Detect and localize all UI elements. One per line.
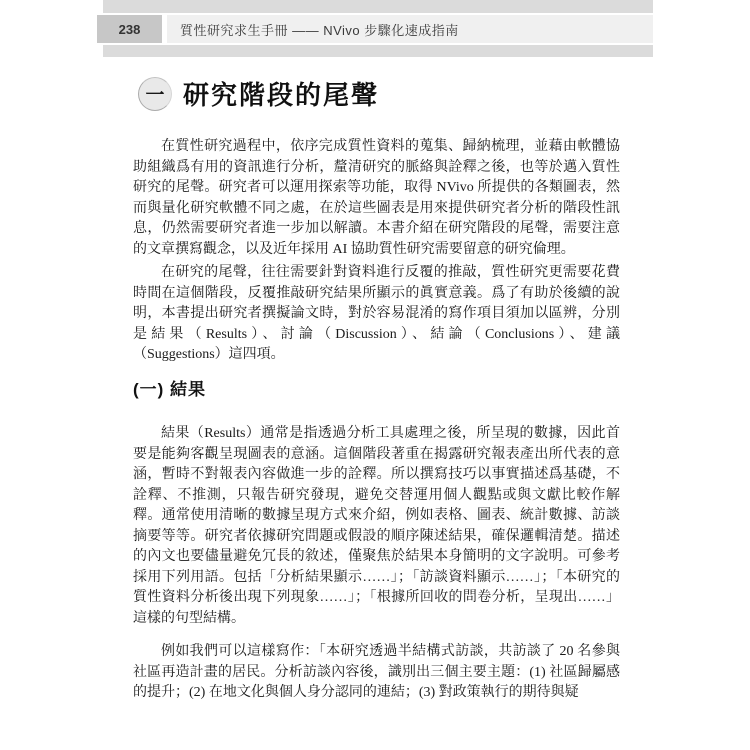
paragraph: 例如我們可以這樣寫作：「本研究透過半結構式訪談，共訪談了 20 名參與社區再造計畫的居民。分析訪談內容後，識別出三個主要主題：(1) 社區歸屬感的提升；(2) 在地文化與個人身分認同的連結；(3) 對政策執行的期待與疑: [133, 644, 620, 700]
header-bottom-strip: [103, 45, 653, 57]
page-number: 238: [97, 15, 162, 43]
section-number-badge: 一: [138, 77, 172, 111]
section-heading: [138, 75, 379, 112]
paragraph: 在質性研究過程中，依序完成質性資料的蒐集、歸納梳理，並藉由軟體協助組織爲有用的資訊進行分析，釐清研究的脈絡與詮釋之後，也等於邁入質性研究的尾聲。研究者可以運用探索等功能，取得 NVivo 所提供的各類圖表，然而與量化研究軟體不同之處，在於這些圖表是用來提供研究者分析的階段性訊息，仍然需要研究者進一步加以解讀。本書介紹在研究階段的尾聲，需要注意的文章撰寫觀念，以及近年採用 AI 協助質性研究需要留意的研究倫理。: [133, 139, 620, 257]
header-top-strip: [103, 0, 653, 13]
paragraph: 結果（Results）通常是指透過分析工具處理之後，所呈現的數據，因此首要是能夠客觀呈現圖表的意涵。這個階段著重在揭露研究報表產出所代表的意涵，暫時不對報表內容做進一步的詮釋。所以撰寫技巧以事實描述爲基礎，不詮釋、不推測，只報告研究發現，避免交替運用個人觀點或與文獻比較作解釋。通常使用清晰的數據呈現方式來介紹，例如表格、圖表、統計數據、訪談摘要等等。研究者依據研究問題或假設的順序陳述結果，確保邏輯清楚。描述的內文也要儘量避免冗長的敘述，僅聚焦於結果本身簡明的文字說明。可參考採用下列用語。包括「分析結果顯示……」；「訪談資料顯示……」；「本研究的質性資料分析後出現下列現象……」；「根據所回收的問卷分析，呈現出……」這樣的句型結構。: [133, 426, 620, 626]
paragraph: 在研究的尾聲，往往需要針對資料進行反覆的推敲，質性研究更需要花費時間在這個階段，反覆推敲研究結果所顯示的眞實意義。爲了有助於後續的說明，本書提出研究者撰擬論文時，對於容易混淆的寫作項目須加以區辨，分別是結果（Results）、討論（Discussion）、結論（Conclusions）、建議（Suggestions）這四項。: [133, 265, 620, 362]
running-head-book-title: 質性研究求生手冊 —— NVivo 步驟化速成指南: [167, 15, 653, 43]
section-title: 研究階段的尾聲: [183, 81, 380, 110]
subsection-heading: (一) 結果: [133, 380, 207, 399]
